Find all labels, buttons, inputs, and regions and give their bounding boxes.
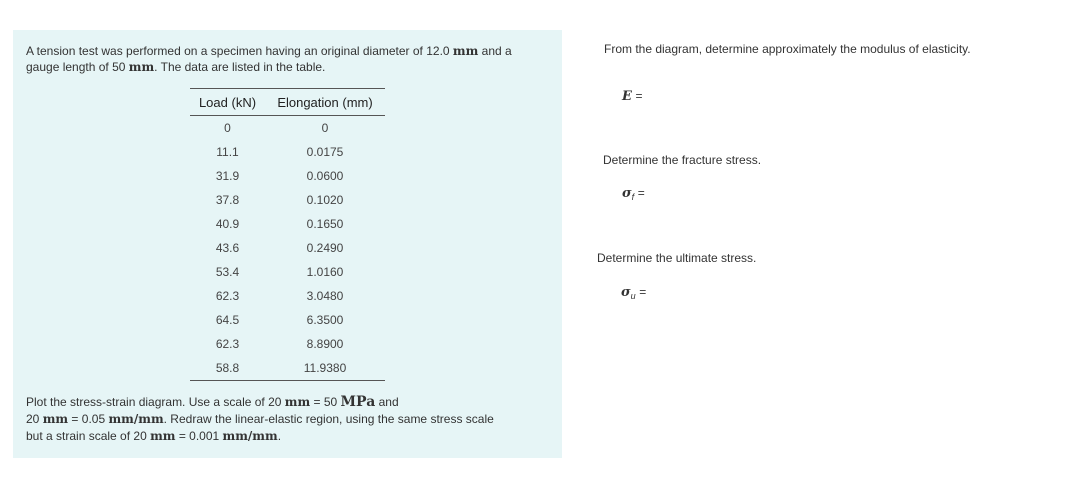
- header-load: Load (kN): [198, 94, 257, 110]
- table-row: [190, 140, 385, 164]
- unit-mm-per-mm: mm/mm: [108, 412, 164, 426]
- intro-text: and a gauge length of 50: [26, 44, 512, 74]
- cell-elongation: 0.1650: [306, 217, 344, 231]
- symbol-e: E: [622, 89, 632, 104]
- table-row: [190, 308, 385, 332]
- unit-mm: mm: [128, 60, 155, 74]
- subscript-u: u: [630, 291, 636, 301]
- cell-elongation: 1.0160: [306, 265, 344, 279]
- data-table: [190, 88, 385, 381]
- instr-text: and: [375, 395, 399, 409]
- cell-load: 11.1: [216, 145, 239, 159]
- answer-fracture-stress[interactable]: [622, 185, 645, 202]
- table-row: [190, 260, 385, 284]
- question-fracture-stress: Determine the fracture stress.: [603, 153, 762, 167]
- cell-load: 62.3: [215, 289, 240, 303]
- instr-text: = 50: [310, 395, 341, 409]
- intro-text: . The data are listed in the table.: [154, 60, 326, 74]
- instr-text: . Redraw the linear-elastic region, using the same stress scale: [163, 412, 494, 426]
- intro-text: A tension test was performed on a specimen having an original diameter of 12.0: [26, 44, 453, 58]
- table-row: [190, 212, 385, 236]
- cell-load: 62.3: [215, 337, 240, 351]
- question-ultimate-stress: Determine the ultimate stress.: [597, 251, 757, 265]
- problem-intro: [26, 43, 546, 75]
- unit-mm: mm: [150, 429, 176, 443]
- symbol-sigma: σ: [621, 285, 631, 300]
- cell-load: 53.4: [215, 265, 240, 279]
- cell-elongation: 0.0175: [306, 145, 344, 159]
- problem-instructions: [26, 394, 556, 445]
- question-modulus: From the diagram, determine approximately the modulus of elasticity.: [604, 42, 971, 56]
- instr-text: = 0.05: [68, 412, 109, 426]
- cell-elongation: 3.0480: [306, 289, 344, 303]
- instr-text: 20: [26, 412, 43, 426]
- table-row: [190, 236, 385, 260]
- equals-sign: =: [635, 89, 643, 103]
- unit-mm: mm: [452, 44, 479, 58]
- table-row: [190, 356, 385, 380]
- table-header: [190, 89, 385, 116]
- cell-elongation: 0.0600: [306, 169, 344, 183]
- instr-text: = 0.001: [175, 429, 223, 443]
- table-row: [190, 284, 385, 308]
- header-elongation: Elongation (mm): [277, 94, 373, 110]
- cell-elongation: 11.9380: [303, 361, 347, 375]
- unit-mm: mm: [284, 395, 311, 409]
- equals-sign: =: [637, 186, 645, 200]
- table-row: [190, 116, 385, 140]
- cell-elongation: 6.3500: [306, 313, 344, 327]
- cell-load: 37.8: [215, 193, 240, 207]
- cell-load: 43.6: [215, 241, 240, 255]
- table-row: [190, 188, 385, 212]
- answer-ultimate-stress[interactable]: [621, 284, 646, 301]
- subscript-f: f: [631, 192, 635, 202]
- instr-text: .: [277, 429, 282, 443]
- cell-elongation: 8.8900: [306, 337, 344, 351]
- cell-load: 0: [224, 121, 231, 135]
- table-row: [190, 332, 385, 356]
- answer-modulus[interactable]: [622, 88, 643, 104]
- cell-load: 58.8: [215, 361, 240, 375]
- instr-text: Plot the stress-strain diagram. Use a scale of 20: [26, 395, 285, 409]
- unit-mpa: MPa: [340, 394, 376, 410]
- symbol-sigma: σ: [622, 186, 632, 201]
- instr-text: but a strain scale of 20: [26, 429, 151, 443]
- cell-elongation: 0.2490: [306, 241, 344, 255]
- problem-panel: [13, 30, 562, 458]
- unit-mm: mm: [42, 412, 69, 426]
- cell-elongation: 0: [321, 121, 329, 135]
- cell-load: 64.5: [215, 313, 240, 327]
- unit-mm-per-mm: mm/mm: [222, 429, 278, 443]
- cell-elongation: 0.1020: [306, 193, 344, 207]
- table-row: [190, 164, 385, 188]
- cell-load: 40.9: [215, 217, 240, 231]
- cell-load: 31.9: [215, 169, 240, 183]
- equals-sign: =: [639, 285, 647, 299]
